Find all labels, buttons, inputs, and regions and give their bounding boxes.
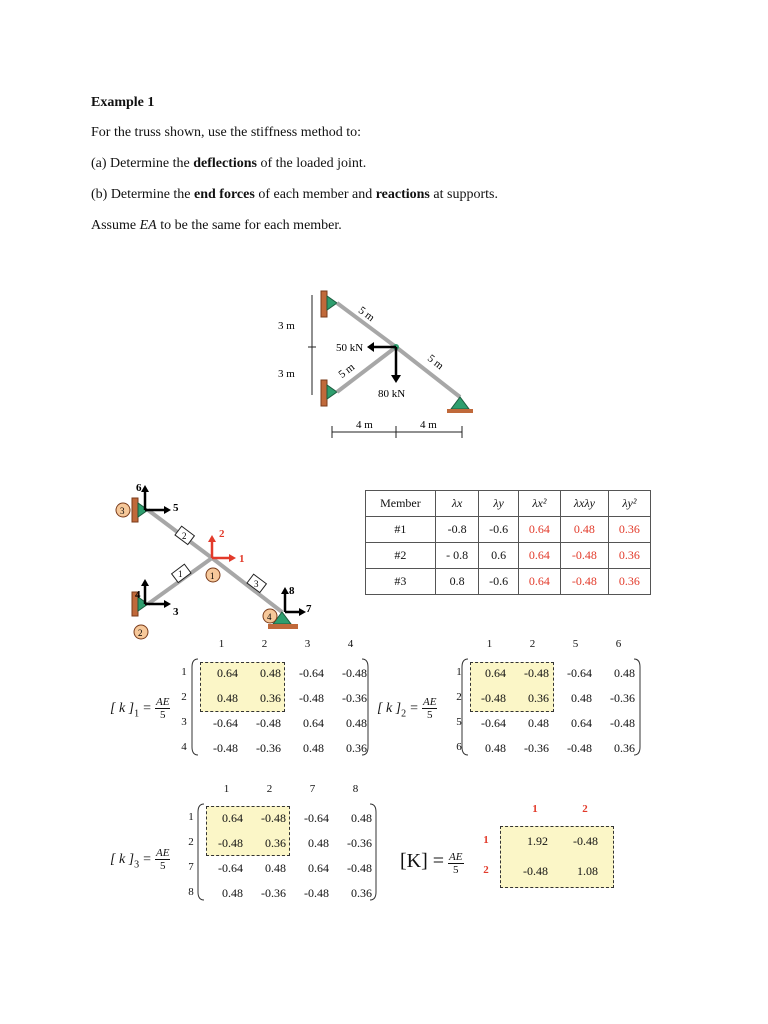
table-row bbox=[366, 517, 651, 543]
dof-8-arrowhead-icon bbox=[281, 587, 289, 594]
member-3 bbox=[212, 558, 282, 612]
k3-cell: 0.36 bbox=[351, 886, 372, 900]
dof-label-5: 5 bbox=[173, 502, 179, 514]
K-cell: 1.92 bbox=[527, 834, 548, 848]
dim-3m-top: 3 m bbox=[278, 320, 295, 332]
dof-label-3: 3 bbox=[173, 606, 179, 618]
k2-cell: -0.48 bbox=[567, 741, 592, 755]
table-header-row bbox=[366, 491, 651, 517]
k3-row-index: 2 bbox=[188, 836, 194, 848]
table-cell: 0.64 bbox=[518, 543, 560, 569]
example-title: Example 1 bbox=[91, 95, 155, 110]
k1-cell: -0.36 bbox=[256, 741, 281, 755]
wall-support-node3 bbox=[132, 498, 138, 522]
k2-cell: 0.36 bbox=[528, 691, 549, 705]
table-cell: -0.48 bbox=[560, 543, 608, 569]
k1-row-index: 3 bbox=[181, 716, 187, 728]
K-col-index: 2 bbox=[582, 803, 588, 815]
member-label-1: 1 bbox=[178, 569, 183, 579]
dim-3m-bottom: 3 m bbox=[278, 368, 295, 380]
k2-col-index: 6 bbox=[615, 638, 622, 650]
k3-frac-den: 5 bbox=[160, 860, 166, 872]
len-5m-right: 5 m bbox=[424, 352, 446, 373]
k1-cell: 0.48 bbox=[303, 741, 324, 755]
dof-4-arrowhead-icon bbox=[141, 579, 149, 586]
k3-col-index: 1 bbox=[223, 783, 230, 795]
task-a bbox=[91, 156, 366, 172]
table-header-cell: Member bbox=[366, 491, 436, 517]
k2-equals: = bbox=[410, 701, 419, 717]
k3-row-index: 1 bbox=[188, 811, 194, 823]
k1-label bbox=[110, 696, 170, 721]
k3-cell: 0.64 bbox=[308, 861, 329, 875]
table-cell: 0.6 bbox=[479, 543, 518, 569]
table-cell: -0.48 bbox=[560, 569, 608, 595]
k1-cell: 0.64 bbox=[303, 716, 324, 730]
dof-label-2: 2 bbox=[219, 528, 225, 540]
node-label-3: 3 bbox=[120, 506, 125, 516]
k1-frac-num: AE bbox=[156, 696, 170, 708]
node-label-2: 2 bbox=[138, 628, 143, 638]
dim-4m-left: 4 m bbox=[356, 419, 373, 431]
k2-cell: -0.64 bbox=[567, 666, 592, 680]
k2-cell: 0.48 bbox=[614, 666, 635, 680]
k1-col-index: 4 bbox=[347, 638, 354, 650]
table-cell: -0.6 bbox=[479, 569, 518, 595]
k3-cell: 0.64 bbox=[222, 811, 243, 825]
table-cell: 0.36 bbox=[608, 569, 650, 595]
k1-cell: 0.36 bbox=[260, 691, 281, 705]
task-b-pre: (b) Determine the bbox=[91, 187, 195, 202]
table-cell: 0.8 bbox=[435, 569, 479, 595]
k1-col-index: 3 bbox=[304, 638, 311, 650]
k3-cell: -0.64 bbox=[304, 811, 329, 825]
dof-label-1: 1 bbox=[239, 553, 245, 565]
table-cell: #2 bbox=[366, 543, 436, 569]
load-50kn: 50 kN bbox=[336, 342, 364, 354]
wall-support-bottom bbox=[321, 380, 327, 406]
dof-label-6: 6 bbox=[136, 482, 142, 494]
K-row-index: 1 bbox=[483, 834, 489, 846]
k2-subscript: 2 bbox=[401, 708, 407, 720]
table-header-cell: λy² bbox=[608, 491, 650, 517]
task-b-bold2: reactions bbox=[375, 187, 430, 202]
node-label-1: 1 bbox=[210, 571, 215, 581]
dof-5-arrowhead-icon bbox=[164, 506, 171, 514]
dof-6-arrowhead-icon bbox=[141, 485, 149, 492]
k3-equals: = bbox=[143, 852, 152, 868]
k2-col-index: 1 bbox=[486, 638, 493, 650]
task-b-post: at supports. bbox=[429, 187, 498, 202]
task-b-mid: of each member and bbox=[254, 187, 376, 202]
k2-row-index: 1 bbox=[456, 666, 462, 678]
k3-cell: 0.48 bbox=[265, 861, 286, 875]
assumption-post: to be the same for each member. bbox=[156, 218, 342, 233]
k1-col-index: 1 bbox=[218, 638, 225, 650]
ground-right bbox=[447, 409, 473, 413]
direction-cosine-table bbox=[365, 490, 651, 595]
k2-col-index: 2 bbox=[529, 638, 536, 650]
table-cell: -0.6 bbox=[479, 517, 518, 543]
k2-cell: 0.48 bbox=[571, 691, 592, 705]
dof-1-arrowhead-icon bbox=[229, 554, 236, 562]
K-symbol: [K] = bbox=[400, 850, 445, 872]
truss-diagram bbox=[270, 285, 500, 445]
k3-col-index: 8 bbox=[352, 783, 359, 795]
ground-node4 bbox=[268, 624, 298, 629]
K-row-index: 2 bbox=[483, 864, 489, 876]
assumption bbox=[91, 218, 342, 234]
member-label-2: 2 bbox=[182, 531, 187, 541]
task-a-bold: deflections bbox=[193, 156, 257, 171]
k2-cell: -0.64 bbox=[481, 716, 506, 730]
k2-cell: 0.64 bbox=[571, 716, 592, 730]
intro-text: For the truss shown, use the stiffness method to: bbox=[91, 125, 362, 140]
k3-left-paren bbox=[198, 804, 204, 900]
pin-top-icon bbox=[327, 296, 337, 310]
k2-frac-den: 5 bbox=[427, 709, 433, 721]
load-80kn: 80 kN bbox=[378, 388, 406, 400]
k3-frac-num: AE bbox=[156, 847, 170, 859]
k3-row-index: 7 bbox=[188, 861, 194, 873]
task-a-post: of the loaded joint. bbox=[257, 156, 367, 171]
k2-symbol: [ k ] bbox=[377, 701, 402, 717]
k2-cell: -0.48 bbox=[524, 666, 549, 680]
table-header-cell: λx² bbox=[518, 491, 560, 517]
table-header-cell: λy bbox=[479, 491, 518, 517]
k1-left-paren bbox=[192, 659, 198, 755]
k1-cell: -0.48 bbox=[342, 666, 367, 680]
k1-fraction bbox=[155, 696, 170, 721]
k2-cell: -0.36 bbox=[610, 691, 635, 705]
dof-diagram bbox=[105, 480, 335, 645]
K-frac-num: AE bbox=[449, 850, 463, 863]
table-row bbox=[366, 569, 651, 595]
k3-cell: 0.48 bbox=[308, 836, 329, 850]
k2-row-index: 5 bbox=[456, 716, 462, 728]
k3-cell: -0.48 bbox=[304, 886, 329, 900]
k3-symbol: [ k ] bbox=[110, 852, 135, 868]
k1-equals: = bbox=[143, 701, 152, 717]
k1-cell: 0.48 bbox=[260, 666, 281, 680]
K-cell: -0.48 bbox=[523, 864, 548, 878]
k3-row-index: 8 bbox=[188, 886, 194, 898]
dof-3-arrowhead-icon bbox=[164, 600, 171, 608]
K-cell: -0.48 bbox=[573, 834, 598, 848]
k3-subscript: 3 bbox=[134, 859, 140, 871]
k3-fraction bbox=[155, 847, 170, 872]
dof-7-arrowhead-icon bbox=[299, 608, 306, 616]
dof-label-7: 7 bbox=[306, 603, 312, 615]
k1-cell: 0.48 bbox=[346, 716, 367, 730]
k1-cell: -0.64 bbox=[213, 716, 238, 730]
assumption-pre: Assume bbox=[91, 218, 140, 233]
k1-cell: -0.48 bbox=[299, 691, 324, 705]
k1-frac-den: 5 bbox=[160, 709, 166, 721]
k3-col-index: 7 bbox=[309, 783, 316, 795]
table-cell: 0.64 bbox=[518, 517, 560, 543]
table-header-cell: λxλy bbox=[560, 491, 608, 517]
K-col-index: 1 bbox=[532, 803, 538, 815]
member-label-3: 3 bbox=[254, 579, 259, 589]
table-cell: - 0.8 bbox=[435, 543, 479, 569]
len-5m-bottom: 5 m bbox=[336, 361, 358, 381]
load-h-arrowhead-icon bbox=[367, 342, 374, 352]
table-cell: 0.48 bbox=[560, 517, 608, 543]
K-fraction bbox=[448, 851, 463, 876]
k2-row-index: 2 bbox=[456, 691, 462, 703]
k2-cell: -0.48 bbox=[481, 691, 506, 705]
table-cell: 0.64 bbox=[518, 569, 560, 595]
k2-row-index: 6 bbox=[456, 741, 462, 753]
K-label bbox=[400, 850, 464, 876]
k2-fraction bbox=[422, 696, 437, 721]
k3-col-index: 2 bbox=[266, 783, 273, 795]
k2-cell: -0.48 bbox=[610, 716, 635, 730]
table-cell: 0.36 bbox=[608, 517, 650, 543]
wall-support-top bbox=[321, 291, 327, 317]
table-cell: 0.36 bbox=[608, 543, 650, 569]
k3-cell: -0.48 bbox=[218, 836, 243, 850]
k1-subscript: 1 bbox=[134, 708, 140, 720]
task-a-pre: (a) Determine the bbox=[91, 156, 194, 171]
k1-row-index: 4 bbox=[181, 741, 187, 753]
k1-cell: 0.36 bbox=[346, 741, 367, 755]
k2-cell: 0.64 bbox=[485, 666, 506, 680]
k3-cell: -0.36 bbox=[347, 836, 372, 850]
k2-cell: -0.36 bbox=[524, 741, 549, 755]
table-row bbox=[366, 543, 651, 569]
dof-label-8: 8 bbox=[289, 585, 295, 597]
k2-col-index: 5 bbox=[572, 638, 579, 650]
pin-right-icon bbox=[451, 397, 469, 409]
k2-label bbox=[377, 696, 437, 721]
assumption-em: EA bbox=[139, 218, 157, 233]
k1-cell: -0.48 bbox=[256, 716, 281, 730]
k2-cell: 0.48 bbox=[485, 741, 506, 755]
k3-cell: 0.48 bbox=[351, 811, 372, 825]
load-v-arrowhead-icon bbox=[391, 375, 401, 383]
table-cell: -0.8 bbox=[435, 517, 479, 543]
node-label-4: 4 bbox=[267, 612, 272, 622]
dof-2-arrowhead-icon bbox=[208, 535, 216, 542]
member-right bbox=[396, 347, 460, 397]
k1-row-index: 1 bbox=[181, 666, 187, 678]
K-cell: 1.08 bbox=[577, 864, 598, 878]
k1-row-index: 2 bbox=[181, 691, 187, 703]
k3-cell: -0.36 bbox=[261, 886, 286, 900]
k3-cell: -0.48 bbox=[347, 861, 372, 875]
task-b-bold1: end forces bbox=[194, 187, 255, 202]
k2-frac-num: AE bbox=[423, 696, 437, 708]
k3-cell: -0.64 bbox=[218, 861, 243, 875]
k1-cell: 0.48 bbox=[217, 691, 238, 705]
k1-cell: -0.36 bbox=[342, 691, 367, 705]
k1-col-index: 2 bbox=[261, 638, 268, 650]
k3-cell: 0.36 bbox=[265, 836, 286, 850]
table-header-cell: λx bbox=[435, 491, 479, 517]
table-cell: #1 bbox=[366, 517, 436, 543]
k3-cell: -0.48 bbox=[261, 811, 286, 825]
k1-cell: -0.48 bbox=[213, 741, 238, 755]
dim-4m-right: 4 m bbox=[420, 419, 437, 431]
table-cell: #3 bbox=[366, 569, 436, 595]
k3-label bbox=[110, 847, 170, 872]
k2-cell: 0.48 bbox=[528, 716, 549, 730]
task-b bbox=[91, 187, 498, 203]
K-frac-den: 5 bbox=[453, 863, 459, 876]
k1-symbol: [ k ] bbox=[110, 701, 135, 717]
k3-cell: 0.48 bbox=[222, 886, 243, 900]
len-5m-top: 5 m bbox=[355, 304, 377, 325]
pin-bottom-icon bbox=[327, 385, 337, 399]
k2-cell: 0.36 bbox=[614, 741, 635, 755]
k1-cell: -0.64 bbox=[299, 666, 324, 680]
k1-cell: 0.64 bbox=[217, 666, 238, 680]
dof-label-4: 4 bbox=[135, 589, 141, 601]
